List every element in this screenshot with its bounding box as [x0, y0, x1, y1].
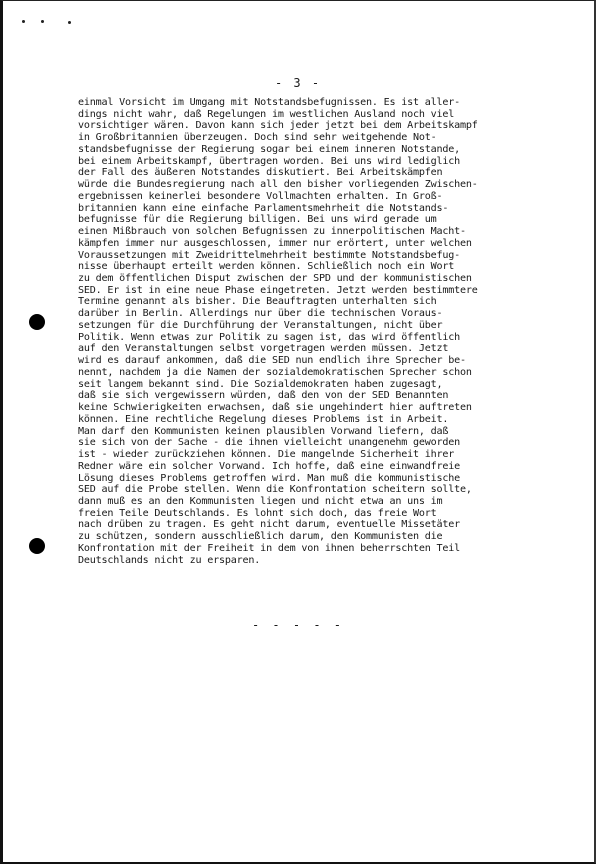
text-line: keine Schwierigkeiten erwachsen, daß sie ungehindert hier auftreten — [78, 402, 472, 414]
punch-hole-upper — [29, 314, 45, 330]
text-line: setzungen für die Durchführung der Veranstaltungen, nicht über — [78, 319, 443, 331]
text-line: in Großbritannien überzeugen. Doch sind sehr weitgehende Not- — [78, 132, 437, 144]
scan-speck — [68, 21, 71, 24]
scan-speck — [41, 20, 44, 23]
body-text — [78, 97, 548, 566]
text-line: daß sie sich vergewissern würden, daß den von der SED Benannten — [78, 390, 449, 402]
text-line: Man darf den Kommunisten keinen plausiblen Vorwand liefern, daß — [78, 425, 449, 437]
text-line: kämpfen immer nur ausgeschlossen, immer nur erörtert, unter welchen — [78, 237, 472, 249]
text-line: Lösung dieses Problems getroffen wird. Man muß die kommunistische — [78, 472, 461, 484]
text-line: sie sich von der Sache - die ihnen vielleicht unangenehm geworden — [78, 437, 461, 449]
text-line: würde die Bundesregierung nach all den bisher vorliegenden Zwischen- — [78, 179, 478, 191]
text-line: seit langem bekannt sind. Die Sozialdemokraten haben zugesagt, — [78, 378, 443, 390]
text-line: zu schützen, sondern ausschließlich darum, den Kommunisten die — [78, 531, 443, 543]
closing-dashes: - - - - - — [251, 618, 345, 632]
text-line: der Fall des äußeren Notstandes diskutiert. Bei Arbeitskämpfen — [78, 167, 443, 179]
text-line: dann muß es an den Kommunisten liegen und nicht etwa an uns im — [78, 495, 443, 507]
text-line: Voraussetzungen mit Zweidrittelmehrheit bestimmte Notstandsbefug- — [78, 249, 461, 261]
scan-speck — [22, 20, 25, 23]
text-line: bei einem Arbeitskampf, übertragen worden. Bei uns wird lediglich — [78, 155, 461, 167]
text-line: Politik. Wenn etwas zur Politik zu sagen ist, das wird öffentlich — [78, 331, 461, 343]
text-line: einmal Vorsicht im Umgang mit Notstandsbefugnissen. Es ist aller- — [78, 97, 461, 108]
text-line: darüber in Berlin. Allerdings nur über die technischen Voraus- — [78, 308, 443, 320]
text-line: Redner wäre ein solcher Vorwand. Ich hoffe, daß eine einwandfreie — [78, 460, 461, 472]
text-line: nach drüben zu tragen. Es geht nicht darum, eventuelle Missetäter — [78, 519, 461, 531]
text-line: Termine genannt als bisher. Die Beauftragten unterhalten sich — [78, 296, 437, 308]
text-line: standsbefugnisse der Regierung sogar bei einem inneren Notstande, — [78, 143, 461, 155]
text-line: wird es darauf ankommen, daß die SED nun endlich ihre Sprecher be- — [78, 355, 466, 367]
text-line: dings nicht wahr, daß Regelungen im westlichen Ausland noch viel — [78, 108, 455, 120]
text-line: Konfrontation mit der Freiheit in dem von ihnen beherrschten Teil — [78, 542, 461, 554]
text-line: freien Teile Deutschlands. Es lohnt sich doch, das freie Wort — [78, 507, 437, 519]
punch-hole-lower — [29, 538, 45, 554]
text-line: vorsichtiger wären. Davon kann sich jeder jetzt bei dem Arbeitskampf — [78, 120, 478, 132]
text-line: einen Mißbrauch von solchen Befugnissen zu innerpolitischen Macht- — [78, 226, 466, 238]
text-line: nisse überhaupt erteilt werden können. Schließlich noch ein Wort — [78, 261, 455, 273]
text-line: ist - wieder zurückziehen können. Die mangelnde Sicherheit ihrer — [78, 449, 455, 461]
text-line: SED auf die Probe stellen. Wenn die Konfrontation scheitern sollte, — [78, 484, 472, 496]
page-number: - 3 - — [274, 76, 322, 90]
text-line: ergebnissen keinerlei besondere Vollmachten erhalten. In Groß- — [78, 190, 443, 202]
text-line: Deutschlands nicht zu ersparen. — [78, 554, 261, 566]
text-line: auf den Veranstaltungen selbst vorgetragen werden müssen. Jetzt — [78, 343, 449, 355]
text-line: können. Eine rechtliche Regelung dieses Problems ist in Arbeit. — [78, 413, 449, 425]
text-line: zu dem öffentlichen Disput zwischen der SPD und der kommunistischen — [78, 273, 472, 285]
text-line: nennt, nachdem ja die Namen der sozialdemokratischen Sprecher schon — [78, 366, 472, 378]
text-line: befugnisse für die Regierung billigen. Bei uns wird gerade um — [78, 214, 437, 226]
text-line: SED. Er ist in eine neue Phase eingetreten. Jetzt werden bestimmtere — [78, 284, 478, 296]
text-line: britannien kann eine einfache Parlamentsmehrheit die Notstands- — [78, 202, 449, 214]
